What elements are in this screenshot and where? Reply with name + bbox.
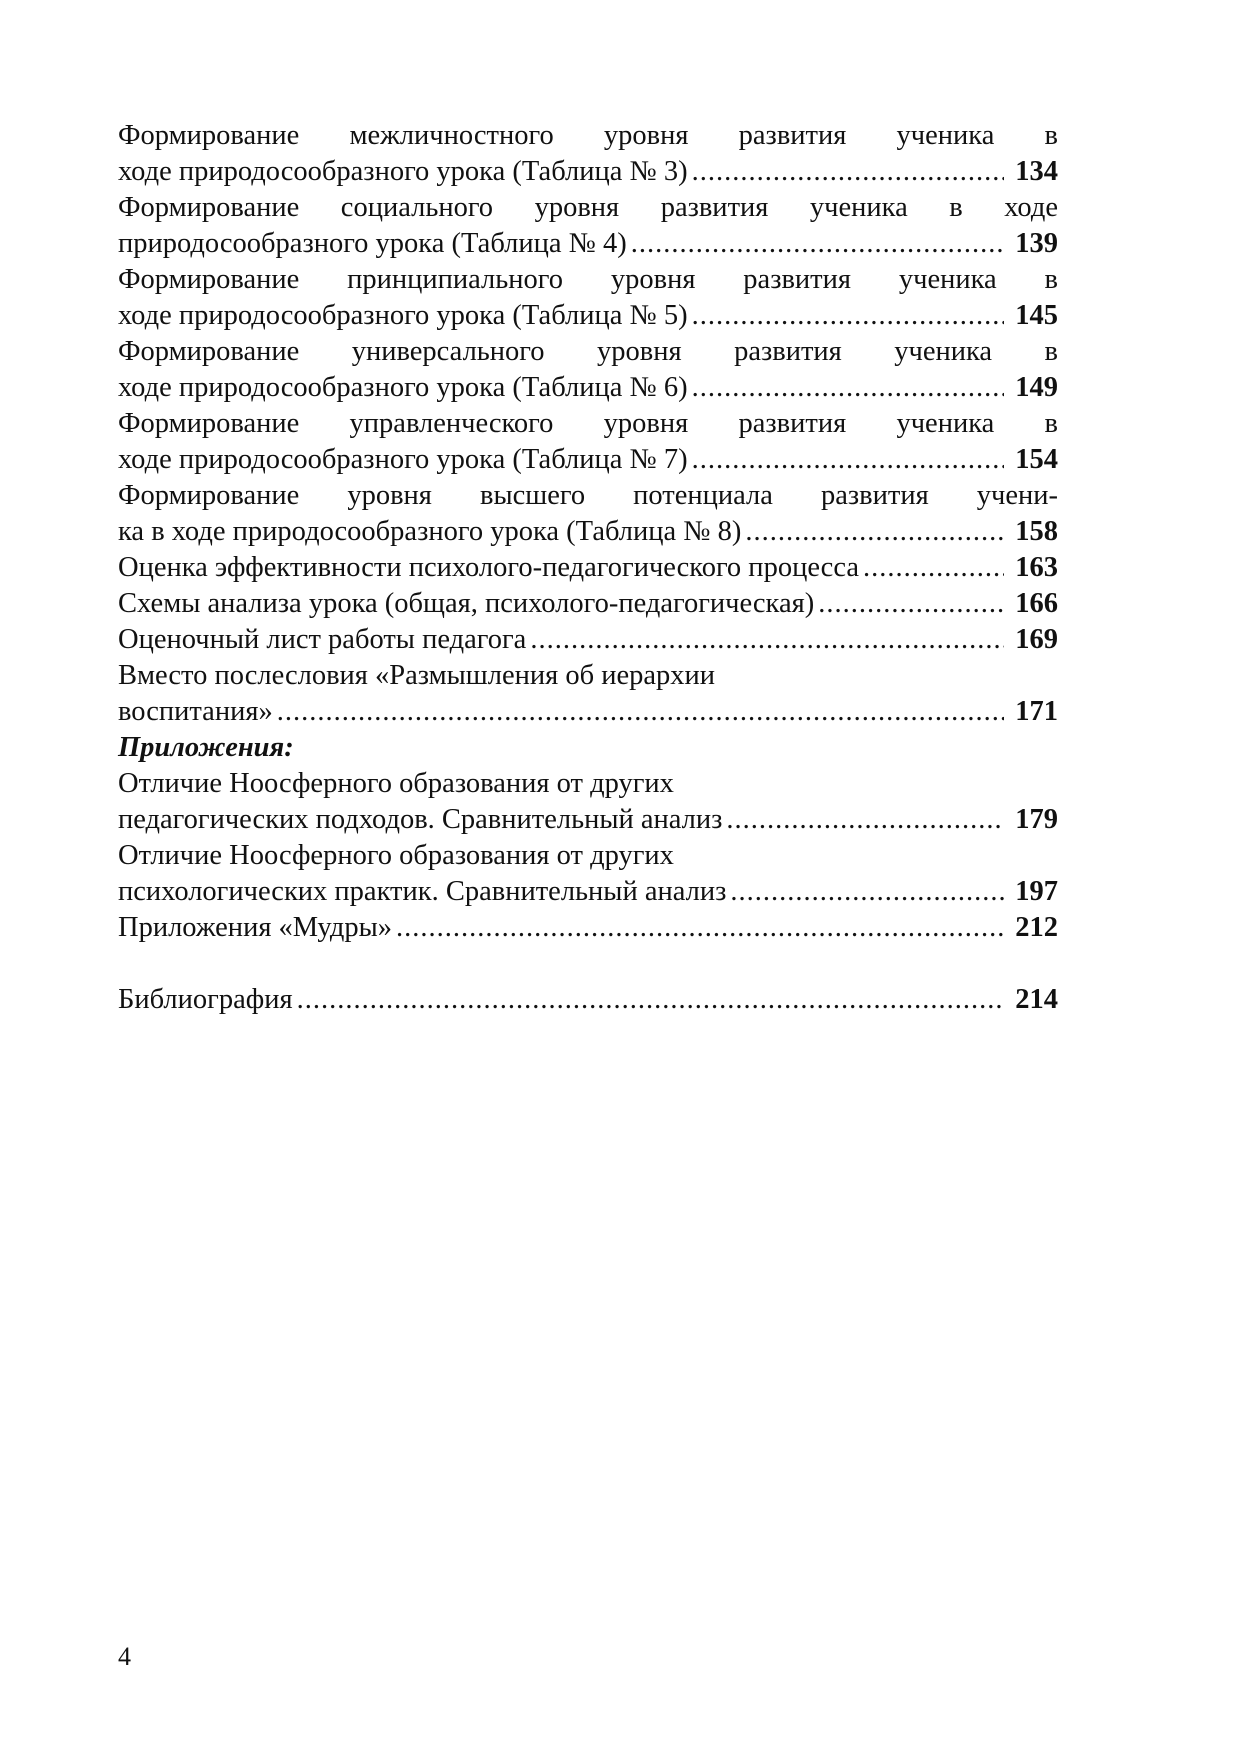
dot-leader xyxy=(297,982,1004,1018)
toc-entry-title-line1: Формирование уровня высшего потенциала развития учени- xyxy=(118,480,1058,511)
dot-leader xyxy=(692,154,1004,190)
toc-entry[interactable] xyxy=(118,190,1058,262)
toc-entry-title-line1: Вместо послесловия «Размышления об иерархии xyxy=(118,660,716,691)
toc-page-number: 145 xyxy=(1015,300,1058,331)
toc-entry-title: Оценочный лист работы педагога xyxy=(118,624,527,655)
toc-entry-title-line2: психологических практик. Сравнительный анализ xyxy=(118,876,727,907)
dot-leader xyxy=(277,694,1004,730)
toc-entry[interactable] xyxy=(118,118,1058,190)
toc-entry-title-line2: ходе природосообразного урока (Таблица № 3) xyxy=(118,156,688,187)
toc-entry[interactable] xyxy=(118,478,1058,550)
dot-leader xyxy=(692,442,1004,478)
dot-leader xyxy=(726,802,1004,838)
toc-entry-title: Схемы анализа урока (общая, психолого-педагогическая) xyxy=(118,588,815,619)
toc-page-number: 214 xyxy=(1015,984,1058,1015)
toc-entry[interactable] xyxy=(118,406,1058,478)
toc-entry[interactable] xyxy=(118,550,1058,586)
toc-page-number: 149 xyxy=(1015,372,1058,403)
toc-entry-bibliography[interactable] xyxy=(118,982,1058,1018)
toc-entry-title: Библиография xyxy=(118,984,293,1015)
appendix-heading: Приложения: xyxy=(118,732,294,763)
toc-entry-title-line2: ходе природосообразного урока (Таблица № 6) xyxy=(118,372,688,403)
toc-page-number: 154 xyxy=(1015,444,1058,475)
toc-page-number: 179 xyxy=(1015,804,1058,835)
toc-page-number: 134 xyxy=(1015,156,1058,187)
dot-leader xyxy=(530,622,1004,658)
toc-entry-title-line2: ка в ходе природосообразного урока (Таблица № 8) xyxy=(118,516,742,547)
toc-entry-title-line2: природосообразного урока (Таблица № 4) xyxy=(118,228,627,259)
toc-entry[interactable] xyxy=(118,334,1058,406)
toc-entry[interactable] xyxy=(118,766,1058,838)
toc-entry-title: Приложения «Мудры» xyxy=(118,912,393,943)
toc-page-number: 158 xyxy=(1015,516,1058,547)
toc-entry-title-line2: ходе природосообразного урока (Таблица № 5) xyxy=(118,300,688,331)
toc-page-number: 163 xyxy=(1015,552,1058,583)
toc-entry-title-line2: педагогических подходов. Сравнительный анализ xyxy=(118,804,723,835)
toc-entry-title: Оценка эффективности психолого-педагогического процесса xyxy=(118,552,859,583)
dot-leader xyxy=(730,874,1004,910)
dot-leader xyxy=(692,370,1004,406)
dot-leader xyxy=(396,910,1004,946)
table-of-contents xyxy=(118,118,1058,1018)
toc-entry[interactable] xyxy=(118,586,1058,622)
toc-entry-title-line2: воспитания» xyxy=(118,696,273,727)
toc-entry-title-line2: ходе природосообразного урока (Таблица № 7) xyxy=(118,444,688,475)
page-number: 4 xyxy=(118,1642,131,1671)
toc-entry[interactable] xyxy=(118,262,1058,334)
toc-entry-title-line1: Отличие Ноосферного образования от других xyxy=(118,768,674,799)
toc-page-number: 171 xyxy=(1015,696,1058,727)
dot-leader xyxy=(692,298,1004,334)
dot-leader xyxy=(818,586,1004,622)
toc-page-number: 212 xyxy=(1015,912,1058,943)
toc-entry-title-line1: Формирование управленческого уровня развития ученика в xyxy=(118,408,1058,439)
dot-leader xyxy=(863,550,1004,586)
toc-entry-title-line1: Отличие Ноосферного образования от других xyxy=(118,840,674,871)
toc-entry-title-line1: Формирование универсального уровня развития ученика в xyxy=(118,336,1058,367)
toc-page-number: 169 xyxy=(1015,624,1058,655)
toc-page-number: 139 xyxy=(1015,228,1058,259)
toc-entry-title-line1: Формирование принципиального уровня развития ученика в xyxy=(118,264,1058,295)
toc-entry[interactable] xyxy=(118,838,1058,910)
toc-entry[interactable] xyxy=(118,658,1058,730)
toc-entry[interactable] xyxy=(118,622,1058,658)
toc-page-number: 166 xyxy=(1015,588,1058,619)
toc-entry-title-line1: Формирование социального уровня развития ученика в ходе xyxy=(118,192,1058,223)
dot-leader xyxy=(745,514,1004,550)
toc-entry-title-line1: Формирование межличностного уровня развития ученика в xyxy=(118,120,1058,151)
dot-leader xyxy=(631,226,1004,262)
toc-entry[interactable] xyxy=(118,910,1058,946)
toc-page-number: 197 xyxy=(1015,876,1058,907)
spacer xyxy=(118,946,1058,982)
